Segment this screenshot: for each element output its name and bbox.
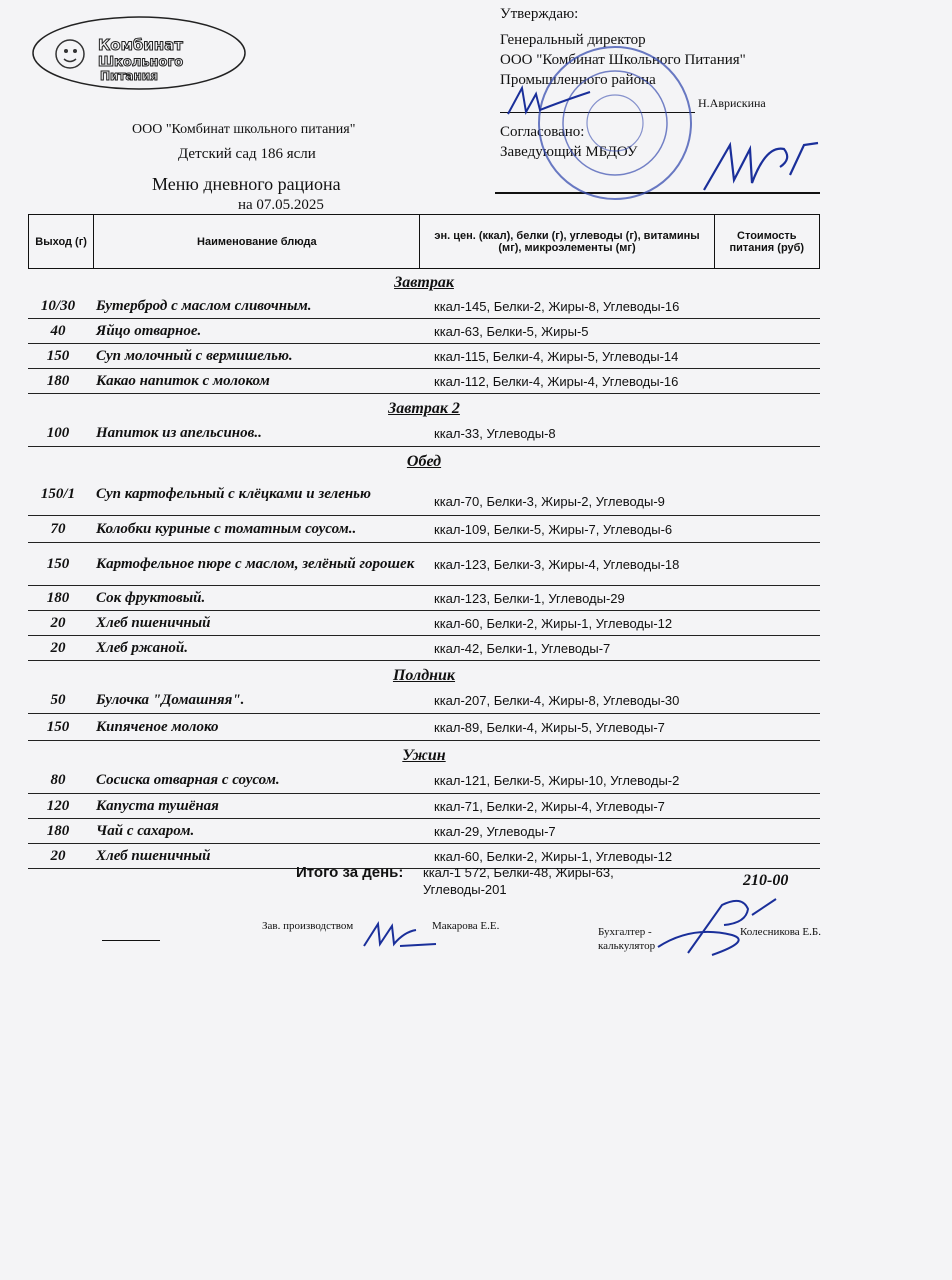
- column-output: Выход (г): [29, 215, 94, 269]
- production-name: Макарова Е.Е.: [432, 920, 500, 932]
- table-row: [28, 687, 820, 714]
- row-dish: Бутерброд с маслом сливочным.: [96, 298, 312, 314]
- table-row: [28, 319, 820, 344]
- manager-signature: [700, 135, 830, 200]
- row-output: 150/1: [40, 485, 76, 502]
- row-dish: Напиток из апельсинов..: [96, 425, 262, 441]
- row-output: 20: [50, 847, 66, 864]
- column-dish: Наименование блюда: [94, 215, 420, 269]
- table-row: [28, 819, 820, 844]
- row-dish: Сосиска отварная с соусом.: [96, 772, 280, 788]
- row-dish: Булочка "Домашняя".: [96, 692, 245, 708]
- section-title: Завтрак: [394, 274, 454, 291]
- approve-district: Промышленного района: [500, 72, 656, 88]
- manager-label: Заведующий МБДОУ: [500, 144, 638, 160]
- row-dish: Сок фруктовый.: [96, 590, 206, 606]
- table-row: [28, 794, 820, 819]
- row-dish: Капуста тушёная: [96, 798, 219, 814]
- approve-position: Генеральный директор: [500, 32, 646, 48]
- row-nutrition: ккал-33, Углеводы-8: [434, 425, 556, 441]
- row-output: 10/30: [40, 297, 76, 314]
- row-nutrition: ккал-29, Углеводы-7: [434, 823, 556, 839]
- row-nutrition: ккал-60, Белки-2, Жиры-1, Углеводы-12: [434, 848, 673, 864]
- row-output: 20: [50, 614, 66, 631]
- production-label: Зав. производством: [262, 920, 354, 932]
- company-logo: [30, 14, 248, 92]
- row-dish: Яйцо отварное.: [96, 323, 202, 339]
- accountant-label: Бухгалтер - калькулятор: [598, 926, 656, 952]
- svg-text:Комбинат: Комбинат: [98, 36, 183, 54]
- row-nutrition: ккал-71, Белки-2, Жиры-4, Углеводы-7: [434, 798, 665, 814]
- row-output: 150: [46, 718, 70, 735]
- table-row: [28, 420, 820, 447]
- row-output: 40: [50, 322, 66, 339]
- column-header-table: [28, 214, 820, 269]
- row-nutrition: ккал-60, Белки-2, Жиры-1, Углеводы-12: [434, 615, 673, 631]
- row-output: 180: [46, 372, 70, 389]
- row-nutrition: ккал-42, Белки-1, Углеводы-7: [434, 640, 611, 656]
- menu-date: на 07.05.2025: [238, 197, 324, 213]
- row-output: 100: [46, 424, 70, 441]
- row-dish: Чай с сахаром.: [96, 823, 195, 839]
- row-dish: Картофельное пюре с маслом, зелёный горошек: [96, 556, 415, 572]
- row-output: 70: [50, 520, 66, 537]
- director-name: Н.Аврискина: [698, 96, 766, 110]
- row-nutrition: ккал-115, Белки-4, Жиры-5, Углеводы-14: [434, 348, 679, 364]
- row-nutrition: ккал-123, Белки-1, Углеводы-29: [434, 590, 625, 606]
- row-dish: Хлеб пшеничный: [96, 848, 211, 864]
- footer-left-line: [102, 940, 160, 941]
- table-row: [28, 344, 820, 369]
- section-title: Обед: [406, 453, 442, 470]
- table-row: [28, 586, 820, 611]
- row-nutrition: ккал-112, Белки-4, Жиры-4, Углеводы-16: [434, 373, 679, 389]
- table-row: [28, 767, 820, 794]
- menu-body: [28, 272, 820, 869]
- row-output: 180: [46, 589, 70, 606]
- row-output: 150: [46, 555, 70, 572]
- row-nutrition: ккал-70, Белки-3, Жиры-2, Углеводы-9: [434, 493, 665, 509]
- row-nutrition: ккал-145, Белки-2, Жиры-8, Углеводы-16: [434, 298, 680, 314]
- row-output: 80: [50, 771, 66, 788]
- row-nutrition: ккал-63, Белки-5, Жиры-5: [434, 323, 589, 339]
- total-nutrition: ккал-1 572, Белки-48, Жиры-63, Углеводы-201: [423, 865, 614, 897]
- table-row: [28, 714, 820, 741]
- column-cost: Стоимость питания (руб): [714, 215, 819, 269]
- production-signature: [360, 918, 440, 952]
- section-title: Ужин: [402, 747, 446, 764]
- accountant-name: Колесникова Е.Б.: [740, 926, 821, 938]
- table-row: [28, 473, 820, 516]
- total-cost: 210-00: [743, 872, 789, 889]
- row-dish: Хлеб ржаной.: [96, 640, 189, 656]
- section-title: Завтрак 2: [388, 400, 460, 417]
- menu-title: Меню дневного рациона: [152, 174, 341, 194]
- row-dish: Суп картофельный с клёцками и зеленью: [96, 486, 371, 502]
- org-name: ООО "Комбинат школьного питания": [132, 122, 356, 137]
- approve-title: Утверждаю:: [500, 6, 579, 22]
- row-output: 180: [46, 822, 70, 839]
- approve-company: ООО "Комбинат Школьного Питания": [500, 52, 746, 68]
- director-signature: [500, 84, 620, 124]
- row-nutrition: ккал-123, Белки-3, Жиры-4, Углеводы-18: [434, 556, 680, 572]
- table-row: [28, 543, 820, 586]
- row-nutrition: ккал-121, Белки-5, Жиры-10, Углеводы-2: [434, 772, 680, 788]
- svg-text:Питания: Питания: [100, 69, 158, 83]
- row-dish: Кипяченое молоко: [96, 719, 219, 735]
- row-nutrition: ккал-89, Белки-4, Жиры-5, Углеводы-7: [434, 719, 665, 735]
- agreed-label: Согласовано:: [500, 124, 585, 140]
- row-dish: Суп молочный с вермишелью.: [96, 348, 293, 364]
- row-output: 50: [50, 691, 66, 708]
- row-dish: Колобки куриные с томатным соусом..: [96, 521, 357, 537]
- table-row: [28, 636, 820, 661]
- column-nutrition: эн. цен. (ккал), белки (г), углеводы (г), витамины (мг), микроэлементы (мг): [420, 215, 714, 269]
- kindergarten-name: Детский сад 186 ясли: [178, 146, 316, 162]
- row-nutrition: ккал-207, Белки-4, Жиры-8, Углеводы-30: [434, 692, 680, 708]
- row-output: 150: [46, 347, 70, 364]
- section-title: Полдник: [392, 667, 456, 684]
- row-output: 20: [50, 639, 66, 656]
- row-output: 120: [46, 797, 70, 814]
- table-row: [28, 369, 820, 394]
- row-dish: Какао напиток с молоком: [96, 373, 270, 389]
- svg-text:Школьного: Школьного: [98, 55, 184, 70]
- row-dish: Хлеб пшеничный: [96, 615, 211, 631]
- row-nutrition: ккал-109, Белки-5, Жиры-7, Углеводы-6: [434, 521, 673, 537]
- table-row: [28, 611, 820, 636]
- total-label: Итого за день:: [296, 864, 404, 881]
- table-row: [28, 294, 820, 319]
- table-row: [28, 516, 820, 543]
